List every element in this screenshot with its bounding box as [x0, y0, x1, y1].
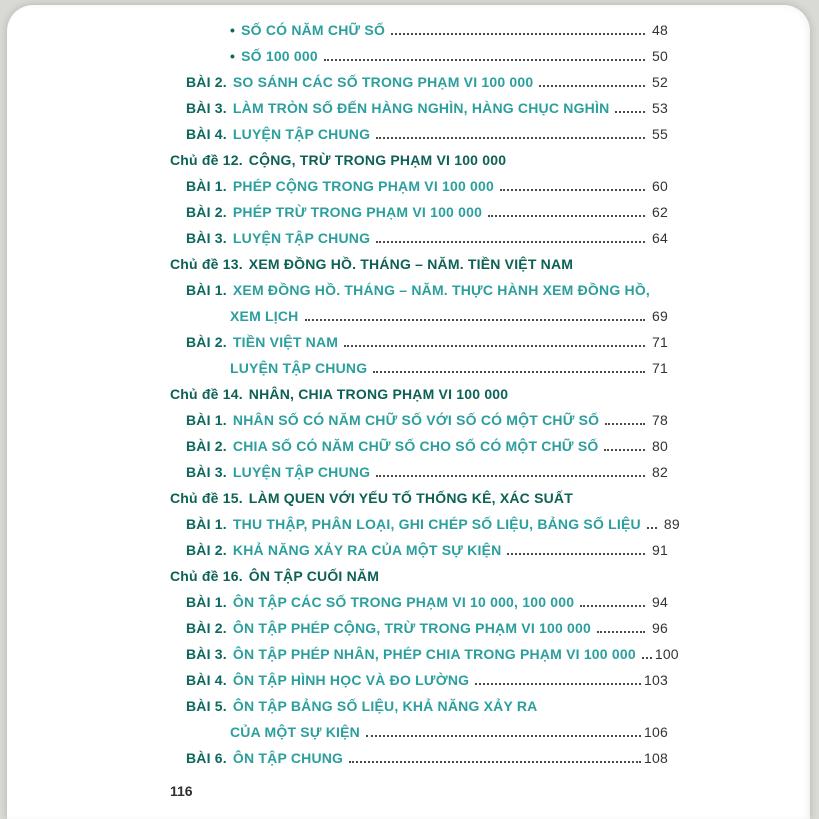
- toc-page-number: 62: [652, 204, 668, 220]
- toc-page-number: 71: [652, 360, 668, 376]
- toc-entry-title: SỐ CÓ NĂM CHỮ SỐ: [241, 22, 386, 38]
- toc-leader-dots: [475, 683, 641, 685]
- toc-page-number: 96: [652, 620, 668, 636]
- toc-leader-dots: [642, 657, 652, 659]
- toc-entry-title: ÔN TẬP CÁC SỐ TRONG PHẠM VI 10 000, 100 000: [232, 594, 575, 610]
- toc-page-number: 69: [652, 308, 668, 324]
- toc-entry-title: LÀM TRÒN SỐ ĐẾN HÀNG NGHÌN, HÀNG CHỤC NGHÌN: [232, 100, 610, 116]
- toc-entry-prefix: BÀI 1.: [186, 412, 227, 428]
- toc-page-number: 48: [652, 22, 668, 38]
- toc-entry: [170, 251, 668, 277]
- toc-entry: [170, 537, 668, 563]
- toc-entry-title: CỦA MỘT SỰ KIỆN: [230, 724, 360, 740]
- toc-page-number: 52: [652, 74, 668, 90]
- toc-entry: [170, 407, 668, 433]
- toc-leader-dots: [376, 137, 645, 139]
- toc-entry-title: PHÉP CỘNG TRONG PHẠM VI 100 000: [232, 178, 495, 194]
- toc-entry-prefix: BÀI 1.: [186, 594, 227, 610]
- toc-entry-title: CHIA SỐ CÓ NĂM CHỮ SỐ CHO SỐ CÓ MỘT CHỮ SỐ: [232, 438, 599, 454]
- toc-entry: [170, 641, 679, 667]
- toc-entry-title: KHẢ NĂNG XẢY RA CỦA MỘT SỰ KIỆN: [232, 542, 502, 558]
- toc-page-number: 89: [663, 516, 680, 532]
- toc-leader-dots: [615, 111, 645, 113]
- toc-leader-dots: [539, 85, 645, 87]
- toc-leader-dots: [373, 371, 645, 373]
- toc-entry: [170, 745, 668, 771]
- toc-entry-title: LUYỆN TẬP CHUNG: [232, 126, 371, 142]
- toc-leader-dots: [391, 33, 645, 35]
- toc-entry: [170, 485, 668, 511]
- toc-entry: [170, 667, 668, 693]
- toc-leader-dots: [344, 345, 645, 347]
- toc-leader-dots: [604, 449, 645, 451]
- toc-entry: [170, 511, 680, 537]
- toc-entry-title: SỐ 100 000: [241, 48, 318, 64]
- toc-entry-prefix: BÀI 3.: [186, 464, 227, 480]
- toc-entry-prefix: BÀI 3.: [186, 230, 227, 246]
- toc-entry-prefix: BÀI 3.: [186, 646, 227, 662]
- toc-entry-prefix: BÀI 2.: [186, 438, 227, 454]
- toc-entry-prefix: BÀI 1.: [186, 282, 227, 298]
- toc-leader-dots: [500, 189, 645, 191]
- toc-entry-prefix: BÀI 4.: [186, 126, 227, 142]
- toc-page-number: 106: [644, 724, 668, 740]
- toc-entry-prefix: Chủ đề 14.: [170, 386, 243, 402]
- toc-entry: [170, 381, 668, 407]
- toc-entry-prefix: BÀI 5.: [186, 698, 227, 714]
- toc-leader-dots: [366, 735, 641, 737]
- toc-entry-prefix: BÀI 2.: [186, 334, 227, 350]
- toc-entry: [170, 17, 668, 43]
- toc-page-number: 60: [652, 178, 668, 194]
- toc-entry: [170, 43, 668, 69]
- toc-entry: [170, 303, 668, 329]
- toc-entry-prefix: BÀI 3.: [186, 100, 227, 116]
- toc-entry-prefix: BÀI 2.: [186, 542, 227, 558]
- toc-entry-prefix: •: [230, 48, 236, 64]
- toc-entry: [170, 433, 668, 459]
- toc-page-number: 108: [644, 750, 668, 766]
- toc-entry-title: LÀM QUEN VỚI YẾU TỐ THỐNG KÊ, XÁC SUẤT: [248, 490, 573, 506]
- toc-leader-dots: [376, 241, 645, 243]
- toc-entry-prefix: BÀI 6.: [186, 750, 227, 766]
- footer-page-number: 116: [170, 783, 193, 799]
- toc-entry-title: PHÉP TRỪ TRONG PHẠM VI 100 000: [232, 204, 483, 220]
- toc-entry-title: ÔN TẬP HÌNH HỌC VÀ ĐO LƯỜNG: [232, 672, 470, 688]
- toc-leader-dots: [305, 319, 646, 321]
- toc-entry-title: TIỀN VIỆT NAM: [232, 334, 339, 350]
- toc-entry-title: SO SÁNH CÁC SỐ TRONG PHẠM VI 100 000: [232, 74, 534, 90]
- toc-entry-title: NHÂN SỐ CÓ NĂM CHỮ SỐ VỚI SỐ CÓ MỘT CHỮ SỐ: [232, 412, 600, 428]
- toc-entry-title: ÔN TẬP BẢNG SỐ LIỆU, KHẢ NĂNG XẢY RA: [232, 698, 538, 714]
- toc-leader-dots: [324, 59, 645, 61]
- toc-entry-title: LUYỆN TẬP CHUNG: [232, 464, 371, 480]
- toc-page-number: 64: [652, 230, 668, 246]
- toc-entry-title: CỘNG, TRỪ TRONG PHẠM VI 100 000: [248, 152, 507, 168]
- toc-entry: [170, 173, 668, 199]
- toc-entry-title: XEM ĐỒNG HỒ. THÁNG – NĂM. TIỀN VIỆT NAM: [248, 256, 574, 272]
- toc-leader-dots: [488, 215, 645, 217]
- toc-entry: [170, 121, 668, 147]
- table-of-contents: [170, 17, 680, 771]
- toc-entry-title: LUYỆN TẬP CHUNG: [232, 230, 371, 246]
- toc-entry: [170, 563, 668, 589]
- toc-entry: [170, 69, 668, 95]
- toc-entry: [170, 589, 668, 615]
- toc-entry: [170, 693, 668, 719]
- toc-page-number: 53: [652, 100, 668, 116]
- toc-entry: [170, 719, 668, 745]
- toc-entry-title: NHÂN, CHIA TRONG PHẠM VI 100 000: [248, 386, 509, 402]
- toc-entry-prefix: BÀI 1.: [186, 516, 227, 532]
- toc-leader-dots: [376, 475, 645, 477]
- toc-leader-dots: [580, 605, 645, 607]
- toc-entry-prefix: •: [230, 22, 236, 38]
- toc-entry-prefix: BÀI 1.: [186, 178, 227, 194]
- toc-page-number: 82: [652, 464, 668, 480]
- toc-leader-dots: [605, 423, 645, 425]
- toc-page-number: 100: [654, 646, 679, 662]
- toc-entry-prefix: Chủ đề 15.: [170, 490, 243, 506]
- toc-entry-title: ÔN TẬP CUỐI NĂM: [248, 568, 380, 584]
- toc-page-number: 50: [652, 48, 668, 64]
- toc-entry-prefix: Chủ đề 12.: [170, 152, 243, 168]
- toc-page-number: 78: [652, 412, 668, 428]
- toc-page-number: 55: [652, 126, 668, 142]
- toc-entry: [170, 329, 668, 355]
- toc-entry: [170, 95, 668, 121]
- toc-entry-title: XEM ĐỒNG HỒ. THÁNG – NĂM. THỰC HÀNH XEM ĐỒNG HỒ,: [232, 282, 651, 298]
- toc-page-number: 91: [652, 542, 668, 558]
- toc-leader-dots: [647, 527, 657, 529]
- toc-page-number: 103: [644, 672, 668, 688]
- toc-entry-title: XEM LỊCH: [230, 308, 299, 324]
- toc-entry-title: ÔN TẬP PHÉP NHÂN, PHÉP CHIA TRONG PHẠM VI 100 000: [232, 646, 636, 662]
- toc-entry: [170, 225, 668, 251]
- toc-page-number: 80: [652, 438, 668, 454]
- toc-entry-prefix: BÀI 4.: [186, 672, 227, 688]
- toc-entry-prefix: BÀI 2.: [186, 204, 227, 220]
- toc-entry-title: ÔN TẬP PHÉP CỘNG, TRỪ TRONG PHẠM VI 100 000: [232, 620, 591, 636]
- book-page-scan: [7, 5, 810, 819]
- toc-entry: [170, 459, 668, 485]
- toc-leader-dots: [507, 553, 645, 555]
- toc-leader-dots: [597, 631, 645, 633]
- toc-entry-title: LUYỆN TẬP CHUNG: [230, 360, 368, 376]
- toc-entry: [170, 277, 668, 303]
- toc-entry-prefix: Chủ đề 13.: [170, 256, 243, 272]
- toc-entry-prefix: BÀI 2.: [186, 74, 227, 90]
- toc-entry: [170, 355, 668, 381]
- toc-entry: [170, 147, 668, 173]
- toc-entry-prefix: BÀI 2.: [186, 620, 227, 636]
- toc-entry-prefix: Chủ đề 16.: [170, 568, 243, 584]
- toc-page-number: 94: [652, 594, 668, 610]
- toc-entry: [170, 615, 668, 641]
- toc-entry-title: ÔN TẬP CHUNG: [232, 750, 344, 766]
- toc-leader-dots: [349, 761, 641, 763]
- toc-entry: [170, 199, 668, 225]
- toc-page-number: 71: [652, 334, 668, 350]
- toc-entry-title: THU THẬP, PHÂN LOẠI, GHI CHÉP SỐ LIỆU, BẢNG SỐ LIỆU: [232, 516, 641, 532]
